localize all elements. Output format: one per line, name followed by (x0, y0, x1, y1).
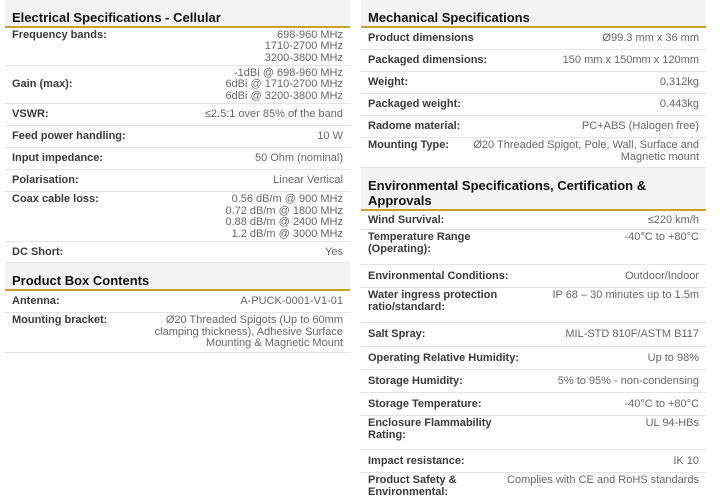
spec-row-storage-humidity (361, 370, 706, 393)
spec-value: ≤220 km/h (647, 213, 699, 226)
spec-value: Outdoor/Indoor (625, 269, 699, 282)
spec-label: Frequency bands: (12, 29, 107, 41)
spec-label: Enclosure Flammability Rating: (368, 417, 492, 441)
box-contents-title: Product Box Contents (5, 263, 350, 291)
spec-label: Radome material: (368, 120, 461, 133)
spec-label: Water ingress protection ratio/standard: (368, 289, 498, 313)
spec-value: IK 10 (673, 454, 699, 467)
spec-value: 0.443kg (659, 98, 699, 111)
spec-row-operating-humidity (361, 347, 706, 370)
spec-label: Input impedance: (12, 152, 104, 165)
spec-value: PC+ABS (Halogen free) (581, 120, 699, 133)
spec-value: -1dBi @ 698-960 MHz 6dBi @ 1710-2700 MHz 6dBi @ 3200-3800 MHz (225, 66, 343, 102)
spec-value: 0.312kg (659, 76, 699, 89)
spec-value: Ø99.3 mm x 36 mm (602, 32, 699, 45)
spec-row-radome-material (361, 116, 706, 138)
left-column (5, 0, 350, 353)
spec-value: ≤2.5:1 over 85% of the band (204, 108, 343, 121)
spec-row-frequency-bands (5, 28, 350, 66)
spec-row-product-safety (361, 473, 706, 503)
spec-value: 50 Ohm (nominal) (254, 152, 343, 165)
spec-value: -40°C to +80°C (624, 397, 699, 410)
spec-value: MIL-STD 810F/ASTM B117 (565, 328, 699, 341)
spec-label: Product dimensions (368, 32, 474, 45)
spec-row-mounting-type (361, 138, 706, 168)
spec-row-flammability (361, 416, 706, 450)
environmental-specs-title: Environmental Specifications, Certification & Approvals (361, 168, 706, 211)
spec-value: Yes (325, 245, 343, 258)
spec-label: Environmental Conditions: (368, 269, 509, 282)
spec-value: Ø20 Threaded Spigots (Up to 60mm clamping thickness), Adhesive Surface Mounting & Magnetic Mount (154, 314, 343, 349)
mechanical-specs-title: Mechanical Specifications (361, 0, 706, 28)
spec-value: A-PUCK-0001-V1-01 (240, 295, 343, 308)
spec-label: Salt Spray: (368, 328, 426, 341)
spec-value: Up to 98% (647, 351, 699, 364)
spec-row-packaged-weight (361, 94, 706, 116)
spec-row-coax-loss (5, 192, 350, 242)
spec-row-gain (5, 66, 350, 104)
spec-label: Coax cable loss: (12, 193, 99, 205)
spec-label: Product Safety & Environmental: (368, 474, 457, 498)
spec-row-storage-temperature (361, 393, 706, 416)
spec-row-weight (361, 72, 706, 94)
spec-row-feed-power (5, 126, 350, 148)
spec-label: Impact resistance: (368, 454, 465, 467)
spec-label: Temperature Range (Operating): (368, 231, 471, 255)
spec-value: Complies with CE and RoHS standards (507, 474, 699, 486)
spec-row-salt-spray (361, 323, 706, 347)
spec-row-input-impedance (5, 148, 350, 170)
spec-row-environmental-conditions (361, 265, 706, 288)
electrical-specs-title: Electrical Specifications - Cellular (5, 0, 350, 28)
spec-label: Polarisation: (12, 174, 79, 187)
spec-label: DC Short: (12, 245, 64, 258)
spec-label: Mounting bracket: (12, 314, 108, 326)
spec-label: VSWR: (12, 108, 49, 121)
spec-value: Linear Vertical (273, 174, 343, 187)
spec-label: Storage Temperature: (368, 397, 482, 410)
spec-value: Ø20 Threaded Spigot, Pole, Wall, Surface and Magnetic mount (473, 139, 699, 163)
spec-label: Mounting Type: (368, 139, 450, 151)
spec-row-impact-resistance (361, 450, 706, 473)
spec-row-vswr (5, 104, 350, 126)
spec-value: 10 W (317, 130, 343, 143)
spec-row-mounting-bracket (5, 313, 350, 353)
spec-row-dc-short (5, 242, 350, 263)
spec-row-antenna (5, 291, 350, 313)
spec-row-product-dimensions (361, 28, 706, 50)
right-column (361, 0, 706, 503)
spec-row-polarisation (5, 170, 350, 192)
spec-value: 150 mm x 150mm x 120mm (562, 54, 699, 67)
spec-label: Storage Humidity: (368, 374, 463, 387)
spec-row-wind-survival (361, 211, 706, 230)
spec-value: IP 68 – 30 minutes up to 1.5m (552, 289, 699, 301)
spec-label: Wind Survival: (368, 213, 445, 226)
spec-row-packaged-dimensions (361, 50, 706, 72)
spec-row-water-ingress (361, 288, 706, 323)
spec-label: Weight: (368, 76, 409, 89)
spec-label: Operating Relative Humidity: (368, 351, 519, 364)
spec-label: Feed power handling: (12, 130, 126, 143)
spec-label: Packaged dimensions: (368, 54, 488, 67)
spec-label: Gain (max): (12, 78, 73, 91)
spec-value: -40°C to +80°C (624, 231, 699, 243)
spec-row-temperature-range (361, 230, 706, 265)
spec-value: 698-960 MHz 1710-2700 MHz 3200-3800 MHz (264, 28, 343, 64)
spec-value: 0.56 dB/m @ 900 MHz 0.72 dB/m @ 1800 MHz 0.88 dB/m @ 2400 MHz 1.2 dB/m @ 3000 MHz (225, 193, 343, 240)
spec-value: UL 94-HBs (645, 417, 699, 429)
spec-label: Antenna: (12, 295, 60, 308)
spec-value: 5% to 95% - non-condensing (557, 374, 699, 387)
spec-label: Packaged weight: (368, 98, 461, 111)
